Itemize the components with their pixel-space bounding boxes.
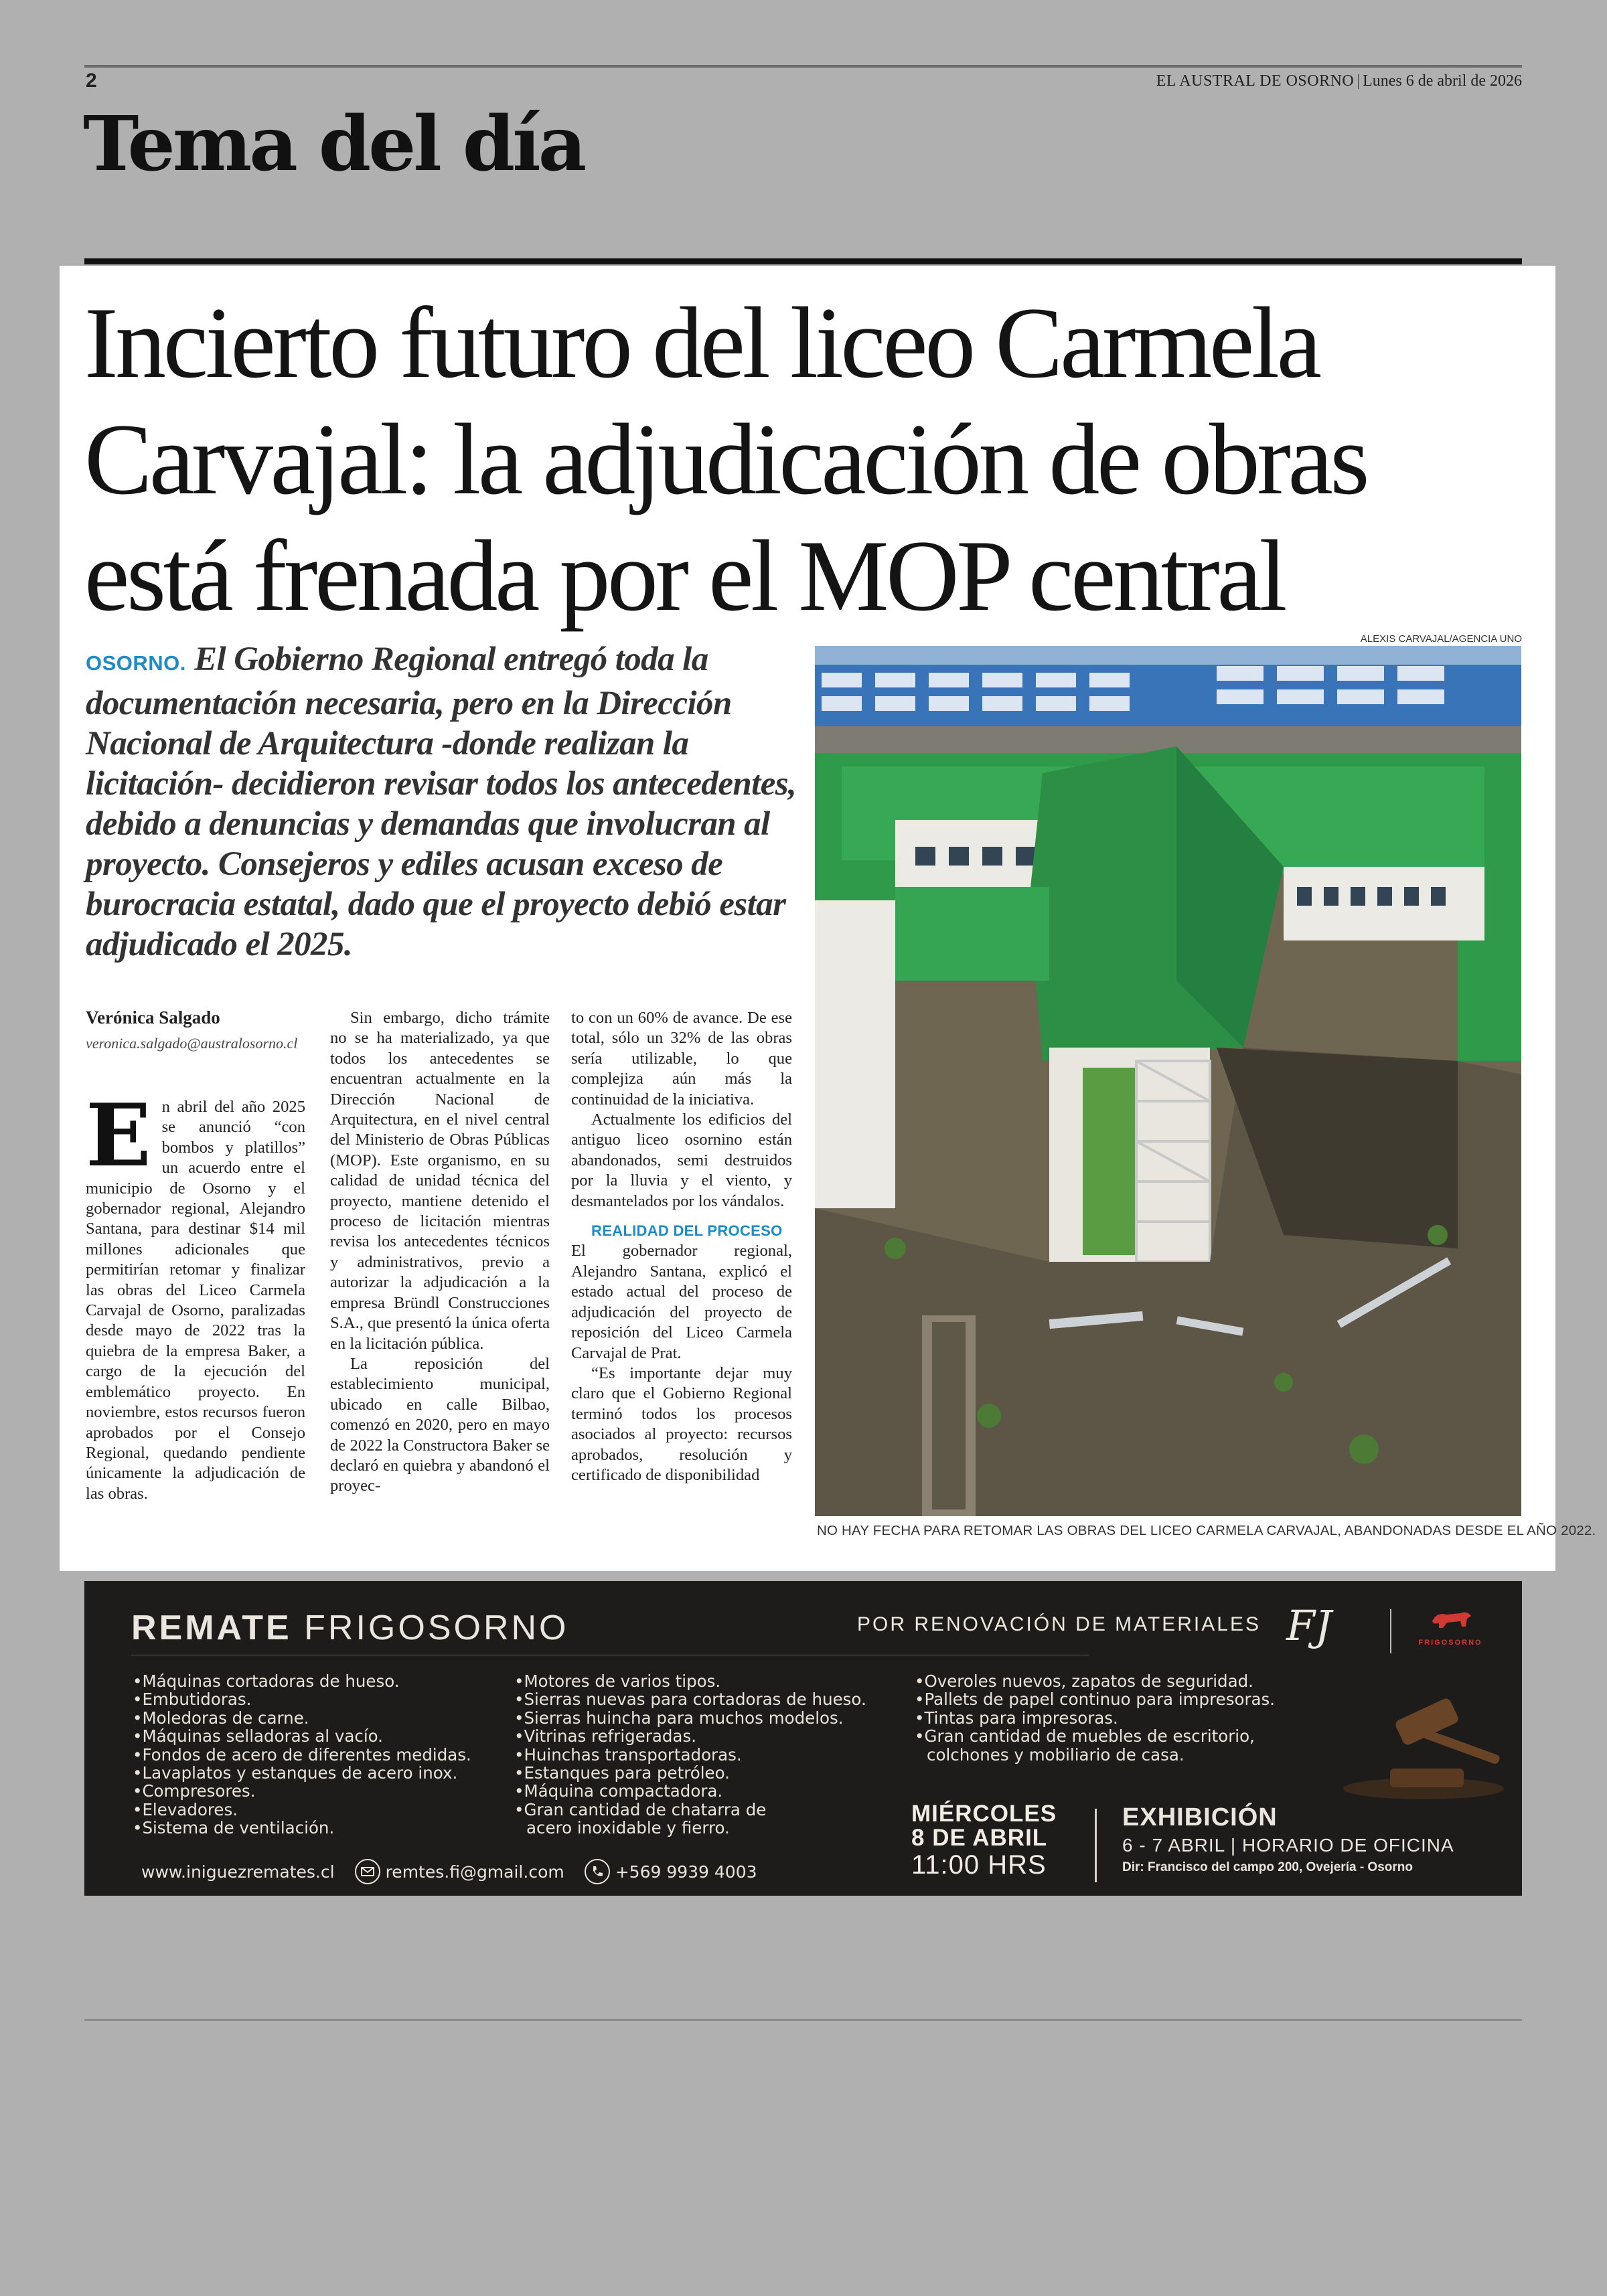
photo-credit: ALEXIS CARVAJAL/AGENCIA UNO xyxy=(1360,633,1522,645)
article-photo xyxy=(815,646,1521,1516)
list-item: • Máquinas cortadoras de hueso. xyxy=(133,1672,471,1690)
ad-list-3 xyxy=(915,1672,1275,1764)
masthead xyxy=(1156,72,1522,90)
exhibition-address: Dir: Francisco del campo 200, Ovejería - Osorno xyxy=(1122,1860,1413,1874)
list-item: • Sierras nuevas para cortadoras de hueso. xyxy=(514,1690,866,1708)
ad-website[interactable]: www.iniguezremates.cl xyxy=(141,1862,335,1882)
list-item: • Máquina compactadora. xyxy=(514,1782,866,1800)
list-item: • Estanques para petróleo. xyxy=(514,1764,866,1782)
list-item: • Máquinas selladoras al vacío. xyxy=(133,1727,471,1745)
list-item: • Motores de varios tipos. xyxy=(514,1672,866,1690)
logo-separator xyxy=(1390,1609,1391,1653)
list-item: • Sierras huincha para muchos modelos. xyxy=(514,1709,866,1727)
auction-time: 11:00 HRS xyxy=(911,1850,1047,1880)
body-paragraph: to con un 60% de avance. De ese total, sólo un 32% de las obras sería utilizable, lo que complejiza aún más la continuidad de la iniciativa. xyxy=(571,1009,792,1109)
list-item: • Fondos de acero de diferentes medidas. xyxy=(133,1746,471,1764)
email-icon xyxy=(355,1859,380,1884)
fj-logo: FJ xyxy=(1286,1601,1332,1650)
list-item-continuation: colchones y mobiliario de casa. xyxy=(927,1744,1184,1765)
masthead-separator: | xyxy=(1357,72,1361,90)
list-item: • Huinchas transportadoras. xyxy=(514,1746,866,1764)
bottom-rule xyxy=(84,2019,1522,2021)
ad-phone[interactable]: +569 9939 4003 xyxy=(615,1862,757,1882)
list-item: • Embutidoras. xyxy=(133,1690,471,1708)
frigosorno-logo-text: FRIGOSORNO xyxy=(1418,1639,1482,1647)
body-paragraph: Actualmente los edificios del antiguo liceo osornino están abandonados, semi destruidos por la lluvia y el viento, y desmantelados por los vándalos. xyxy=(571,1111,792,1210)
list-item: • Overoles nuevos, zapatos de seguridad. xyxy=(915,1672,1275,1690)
list-item: • Sistema de ventilación. xyxy=(133,1819,471,1837)
page-number: 2 xyxy=(86,70,97,92)
body-paragraph: “Es importante dejar muy claro que el Gobierno Regional terminó todos los procesos asociados al proyecto: recursos aprobados, resolución y certificado de disponibilidad xyxy=(571,1364,792,1484)
exhibition-info xyxy=(1122,1803,1454,1875)
list-item-continuation: acero inoxidable y fierro. xyxy=(526,1818,730,1838)
article-headline: Incierto futuro del liceo Carmela Carvajal: la adjudicación de obras está frenada por el MOP central xyxy=(84,286,1367,632)
list-item: • Compresores. xyxy=(133,1782,471,1800)
ad-tagline: POR RENOVACIÓN DE MATERIALES xyxy=(857,1613,1261,1635)
ad-contact xyxy=(141,1859,757,1884)
author-name: Verónica Salgado xyxy=(86,1007,220,1028)
ad-list-2 xyxy=(514,1672,866,1837)
list-item: • Elevadores. xyxy=(133,1801,471,1819)
ad-title-light: FRIGOSORNO xyxy=(304,1609,569,1647)
body-paragraph: La reposición del establecimiento municipal, ubicado en calle Bilbao, comenzó en 2020, pero en mayo de 2022 la Constructora Baker se declaró en quiebra y abandonó el proyec- xyxy=(330,1354,550,1495)
list-item: • Gran cantidad de muebles de escritorio, xyxy=(915,1727,1275,1745)
dateline: OSORNO. xyxy=(86,651,186,675)
auction-date-text: 8 DE ABRIL xyxy=(911,1825,1048,1851)
ad-title xyxy=(131,1608,569,1648)
body-paragraph: n abril del año 2025 se anunció “con bombos y platillos” un acuerdo entre el municipio de Osorno y el gobernador regional, Alejandro Santana, para destinar $14 mil millones adicionales que permitirían retomar y finalizar las obras del Liceo Carmela Carvajal de Osorno, paralizadas desde mayo de 2022 tras la quiebra de la empresa Baker, a cargo de la ejecución del emblemático proyecto. En noviembre, estos recursos fueron aprobados por el Consejo Regional, quedando pendiente únicamente la adjudicación de las obras. xyxy=(86,1098,305,1503)
list-item: • Tintas para impresoras. xyxy=(915,1709,1275,1727)
gavel-icon xyxy=(1323,1695,1511,1802)
body-paragraph: Sin embargo, dicho trámite no se ha materializado, ya que todos los antecedentes se encuentran actualmente en la Dirección Nacional de Arquitectura, en el nivel central del Ministerio de Obras Públicas (MOP). Este organismo, en su calidad de unidad técnica del proyecto, mantiene detenido el proceso de licitación mientras revisa los antecedentes técnicos y administrativos, previo a autorizar la adjudicación a la empresa Bründl Construcciones S.A., que presentó la única oferta en la licitación pública. xyxy=(330,1009,550,1353)
exhibition-dates: 6 - 7 ABRIL | HORARIO DE OFICINA xyxy=(1122,1835,1454,1856)
top-rule xyxy=(84,65,1522,68)
deck-text: El Gobierno Regional entregó toda la documentación necesaria, pero en la Dirección Nacional de Arquitectura -donde realizan la licitación- decidieron revisar todos los antecedentes, debido a denuncias y demandas que involucran al proyecto. Consejeros y ediles acusan exceso de burocracia estatal, dado que el proyecto debió estar adjudicado el 2025. xyxy=(86,641,797,963)
phone-icon xyxy=(585,1859,610,1884)
author-email[interactable]: veronica.salgado@australosorno.cl xyxy=(86,1035,298,1052)
body-column-2 xyxy=(330,1008,550,1497)
body-column-1 xyxy=(86,1086,305,1504)
section-title: Tema del día xyxy=(83,100,585,188)
photo-caption: NO HAY FECHA PARA RETOMAR LAS OBRAS DEL LICEO CARMELA CARVAJAL, ABANDONADAS DESDE EL AÑO 2022. xyxy=(817,1523,1596,1538)
publication-name: EL AUSTRAL DE OSORNO xyxy=(1156,72,1355,90)
frigosorno-logo xyxy=(1413,1607,1487,1647)
auction-day: MIÉRCOLES xyxy=(911,1801,1057,1827)
list-item: • Pallets de papel continuo para impresoras. xyxy=(915,1690,1275,1708)
body-column-3 xyxy=(571,1008,792,1485)
advertisement-remate[interactable] xyxy=(84,1581,1522,1896)
exhibition-title: EXHIBICIÓN xyxy=(1122,1803,1278,1831)
auction-date xyxy=(911,1802,1057,1880)
list-item: • Gran cantidad de chatarra de xyxy=(514,1801,866,1819)
article-deck xyxy=(86,639,797,965)
ad-title-bold: REMATE xyxy=(131,1609,292,1647)
ad-email[interactable]: remtes.fi@gmail.com xyxy=(385,1862,564,1882)
ad-list-1 xyxy=(133,1672,471,1837)
body-paragraph: El gobernador regional, Alejandro Santana, explicó el estado actual del proceso de adjudicación del proyecto de reposición del Liceo Carmela Carvajal de Prat. xyxy=(571,1242,792,1362)
list-item: • Lavaplatos y estanques de acero inox. xyxy=(133,1764,471,1782)
drop-cap: E xyxy=(86,1086,151,1186)
list-item: • Vitrinas refrigeradas. xyxy=(514,1727,866,1745)
subhead: REALIDAD DEL PROCESO xyxy=(591,1222,783,1240)
section-rule xyxy=(84,258,1522,264)
bull-icon xyxy=(1427,1607,1474,1633)
list-item: • Moledoras de carne. xyxy=(133,1709,471,1727)
issue-date: Lunes 6 de abril de 2026 xyxy=(1363,72,1522,90)
date-separator xyxy=(1095,1809,1097,1882)
